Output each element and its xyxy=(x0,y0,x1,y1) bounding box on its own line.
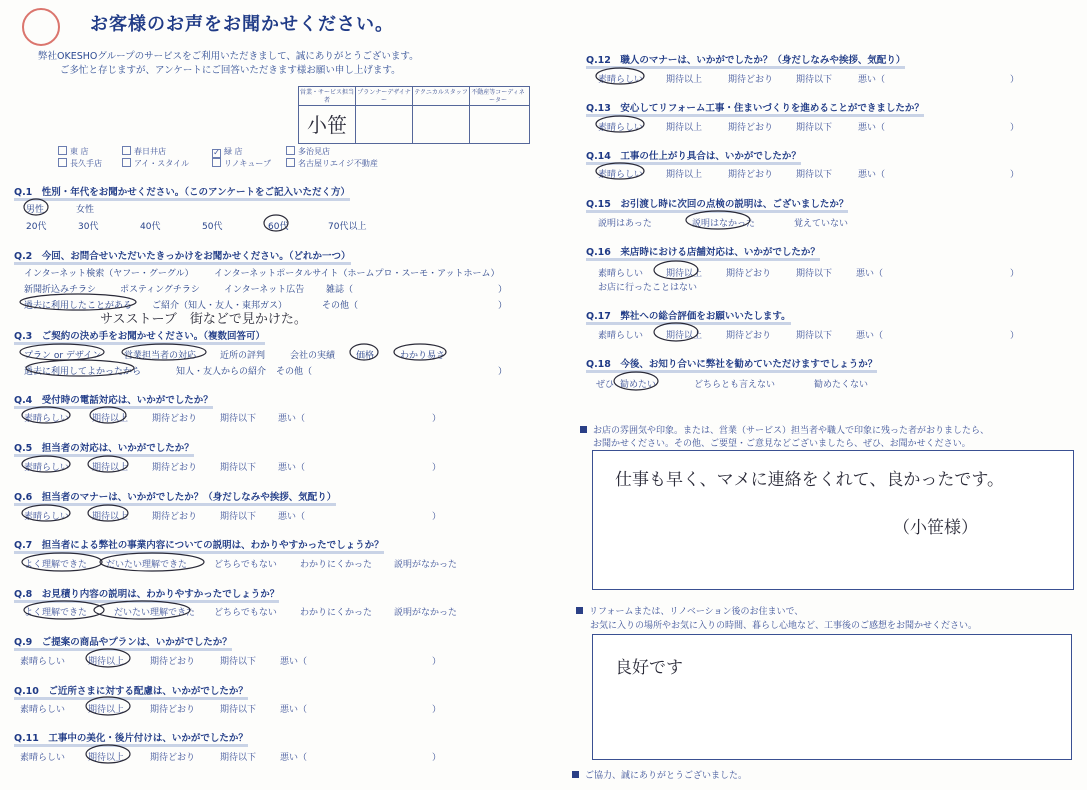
q2-handwritten-answer: サスストーブ 街などで見かけた。 xyxy=(100,312,307,327)
q13-opt-above[interactable]: 期待以上 xyxy=(666,123,703,133)
q9-opt-above[interactable]: 期待以上 xyxy=(88,657,125,667)
comment2-handwriting: 良好です xyxy=(615,658,683,678)
q7-opt-mostly[interactable]: だいたい理解できた xyxy=(106,560,188,570)
q17-opt-above[interactable]: 期待以上 xyxy=(666,331,703,341)
q6-opt-bad[interactable]: 悪い（ xyxy=(278,512,306,522)
q1-age-30s[interactable]: 30代 xyxy=(78,222,99,232)
q14-opt-asexpected[interactable]: 期待どおり xyxy=(728,170,774,180)
q8-opt-mostly[interactable]: だいたい理解できた xyxy=(114,608,196,618)
q3-opt-acquaintance[interactable]: 知人・友人からの紹介 xyxy=(176,367,267,377)
q15-opt-no[interactable]: 説明はなかった xyxy=(692,219,756,229)
q8-title: Q.8 お見積り内容の説明は、わかりやすかったでしょうか？ xyxy=(14,586,279,600)
q11-options xyxy=(20,750,441,763)
q4-opt-above[interactable]: 期待以上 xyxy=(92,414,129,424)
q13-title: Q.13 安心してリフォーム工事・住まいづくりを進めることができましたか？ xyxy=(586,100,924,114)
q3-opt-track-record[interactable]: 会社の実績 xyxy=(290,351,336,361)
q9-title: Q.9 ご提案の商品やプランは、いかがでしたか？ xyxy=(14,634,232,648)
q2-opt-web-ad[interactable]: インターネット広告 xyxy=(224,285,305,295)
staff-header-realestate: 不動産等コーディネーター xyxy=(471,89,525,104)
q12-options xyxy=(598,72,1019,85)
q3-title: Q.3 ご契約の決め手をお聞かせください。（複数回答可） xyxy=(14,328,265,342)
q2-opt-magazine[interactable]: 雑誌（ xyxy=(326,285,354,295)
q4-opt-bad[interactable]: 悪い（ xyxy=(278,414,306,424)
q4-opt-below[interactable]: 期待以下 xyxy=(220,414,257,424)
q14-opt-below[interactable]: 期待以下 xyxy=(796,170,833,180)
q13-opt-close: ） xyxy=(1010,123,1020,133)
comment1-prompt-2: お聞かせください。その他、ご要望・ご意見などございましたら、ぜひ、お聞かせください。 xyxy=(593,439,971,449)
store-checkbox-kasugai[interactable]: 春日井店 xyxy=(122,146,166,157)
q1-age-70s[interactable]: 70代以上 xyxy=(328,222,367,232)
q5-opt-close: ） xyxy=(432,463,442,473)
q18-opt-recommend[interactable]: 勧めたい xyxy=(620,380,657,390)
staff-header-technical: テクニカルスタッフ xyxy=(414,89,468,96)
store-checkbox-tajimi[interactable]: 多治見店 xyxy=(286,146,330,157)
q1-age-50s[interactable]: 50代 xyxy=(202,222,223,232)
q12-title: Q.12 職人のマナーは、いかがでしたか？（身だしなみや挨拶、気配り） xyxy=(586,52,905,66)
q16-opt-close: ） xyxy=(1010,269,1020,279)
q5-options xyxy=(24,460,441,473)
q9-opt-excellent[interactable]: 素晴らしい xyxy=(20,657,66,667)
q14-opt-excellent[interactable]: 素晴らしい xyxy=(598,170,644,180)
q6-title: Q.6 担当者のマナーは、いかがでしたか？（身だしなみや挨拶、気配り） xyxy=(14,489,336,503)
q5-opt-excellent[interactable]: 素晴らしい xyxy=(24,463,70,473)
q18-opt-neutral[interactable]: どちらとも言えない xyxy=(694,380,776,390)
q18-options xyxy=(596,377,868,390)
q1-age-40s[interactable]: 40代 xyxy=(140,222,161,232)
q11-opt-excellent[interactable]: 素晴らしい xyxy=(20,753,66,763)
q16-opt-above[interactable]: 期待以上 xyxy=(666,269,703,279)
page-title: お客様のお声をお聞かせください。 xyxy=(90,14,394,35)
comment1-handwriting-2: （小笹様） xyxy=(893,518,978,538)
q13-opt-bad[interactable]: 悪い（ xyxy=(858,123,886,133)
q4-options xyxy=(24,411,441,424)
q11-title: Q.11 工事中の美化・後片付けは、いかがでしたか？ xyxy=(14,730,248,744)
q4-title: Q.4 受付時の電話対応は、いかがでしたか？ xyxy=(14,392,213,406)
store-checkbox-higashi[interactable]: 東 店 xyxy=(58,146,89,157)
q7-opt-well[interactable]: よく理解できた xyxy=(24,560,88,570)
comment1-prompt-1: お店の雰囲気や印象。または、営業（サービス）担当者や職人で印象に残った者がおりましたら、 xyxy=(580,423,989,436)
q10-opt-close: ） xyxy=(432,705,442,715)
q17-opt-close: ） xyxy=(1010,331,1020,341)
comment2-textarea[interactable] xyxy=(592,634,1072,760)
q14-title: Q.14 工事の仕上がり具合は、いかがでしたか？ xyxy=(586,148,801,162)
q11-opt-asexpected[interactable]: 期待どおり xyxy=(150,753,196,763)
q12-opt-bad[interactable]: 悪い（ xyxy=(858,75,886,85)
q9-opt-close: ） xyxy=(432,657,442,667)
q8-opt-none[interactable]: 説明がなかった xyxy=(394,608,458,618)
q12-opt-close: ） xyxy=(1010,75,1020,85)
q1-age-20s[interactable]: 20代 xyxy=(26,222,47,232)
q12-opt-excellent[interactable]: 素晴らしい xyxy=(598,75,644,85)
q2-opt-referral[interactable]: ご紹介（知人・友人・東邦ガス） xyxy=(152,301,288,311)
q2-opt-portal[interactable]: インターネットポータルサイト（ホームプロ・スーモ・アットホーム） xyxy=(214,269,500,279)
q17-opt-excellent[interactable]: 素晴らしい xyxy=(598,331,644,341)
q2-title: Q.2 今回、お問合せいただいたきっかけをお聞かせください。（どれか一つ） xyxy=(14,248,351,262)
q16-opt-asexpected[interactable]: 期待どおり xyxy=(726,269,772,279)
q7-opt-neutral[interactable]: どちらでもない xyxy=(214,560,277,570)
q17-title: Q.17 弊社への総合評価をお願いいたします。 xyxy=(586,308,791,322)
q3-opt-reputation[interactable]: 近所の評判 xyxy=(220,351,266,361)
q15-options xyxy=(598,216,848,229)
store-checkbox-reage[interactable]: 名古屋リエイジ不動産 xyxy=(286,158,378,169)
q3-opt-other-close: ） xyxy=(498,367,508,377)
q6-options xyxy=(24,509,441,522)
store-checkbox-nagakute[interactable]: 長久手店 xyxy=(58,158,102,169)
q5-title: Q.5 担当者の対応は、いかがでしたか？ xyxy=(14,440,194,454)
q17-opt-asexpected[interactable]: 期待どおり xyxy=(726,331,772,341)
sales-staff-name: 小笹 xyxy=(307,113,347,137)
intro-line-2: ご多忙と存じますが、アンケートにご回答いただきます様お願い申し上げます。 xyxy=(60,65,401,76)
comment1-textarea[interactable] xyxy=(592,450,1074,590)
q5-opt-bad[interactable]: 悪い（ xyxy=(278,463,306,473)
q6-opt-close: ） xyxy=(432,512,442,522)
q16-opt-excellent[interactable]: 素晴らしい xyxy=(598,269,644,279)
q14-opt-close: ） xyxy=(1010,170,1020,180)
q16-options xyxy=(598,266,1019,279)
q1-age-60s[interactable]: 60代 xyxy=(268,222,289,232)
staff-header-planner: プランナーデザイナー xyxy=(357,89,411,104)
comment2-prompt-1: リフォームまたは、リノベーション後のお住まいで、 xyxy=(576,604,803,617)
q5-opt-asexpected[interactable]: 期待どおり xyxy=(152,463,198,473)
q7-title: Q.7 担当者による弊社の事業内容についての説明は、わかりやすかったでしょうか？ xyxy=(14,537,384,551)
staff-header-sales: 営業・サービス担当者 xyxy=(299,89,354,104)
q13-opt-excellent[interactable]: 素晴らしい xyxy=(598,123,644,133)
q18-title: Q.18 今後、お知り合いに弊社を勧めていただけますでしょうか？ xyxy=(586,356,877,370)
q13-opt-asexpected[interactable]: 期待どおり xyxy=(728,123,774,133)
q12-opt-asexpected[interactable]: 期待どおり xyxy=(728,75,774,85)
q17-options xyxy=(598,328,1019,341)
q11-opt-above[interactable]: 期待以上 xyxy=(88,753,125,763)
q1-title: Q.1 性別・年代をお聞かせください。（このアンケートをご記入いただく方） xyxy=(14,184,350,198)
q12-opt-below[interactable]: 期待以下 xyxy=(796,75,833,85)
q15-opt-unsure[interactable]: 覚えていない xyxy=(794,219,849,229)
q3-opt-price[interactable]: 価格 xyxy=(356,351,375,361)
q13-options xyxy=(598,120,1019,133)
q7-opt-none[interactable]: 説明がなかった xyxy=(394,560,458,570)
q2-opt-past-use[interactable]: 過去に利用したことがある xyxy=(24,301,133,311)
q17-opt-bad[interactable]: 悪い（ xyxy=(856,331,884,341)
q10-options xyxy=(20,702,441,715)
q13-opt-below[interactable]: 期待以下 xyxy=(796,123,833,133)
q11-opt-bad[interactable]: 悪い（ xyxy=(280,753,308,763)
q15-opt-yes[interactable]: 説明はあった xyxy=(598,219,652,229)
q6-opt-excellent[interactable]: 素晴らしい xyxy=(24,512,70,522)
q4-opt-close: ） xyxy=(432,414,442,424)
q2-opt-posting[interactable]: ポスティングチラシ xyxy=(120,285,200,295)
q10-opt-above[interactable]: 期待以上 xyxy=(88,705,125,715)
q14-options xyxy=(598,167,1019,180)
q9-opt-bad[interactable]: 悪い（ xyxy=(280,657,308,667)
q11-opt-below[interactable]: 期待以下 xyxy=(220,753,257,763)
q10-title: Q.10 ご近所さまに対する配慮は、いかがでしたか？ xyxy=(14,683,248,697)
q8-opt-well[interactable]: よく理解できた xyxy=(24,608,88,618)
comment2-prompt-2: お気に入りの場所やお気に入りの時間、暮らし心地など、工事後のご感想をお聞かせください。 xyxy=(590,621,978,631)
q17-opt-below[interactable]: 期待以下 xyxy=(796,331,833,341)
q2-opt-search[interactable]: インターネット検索（ヤフー・グーグル） xyxy=(24,269,194,279)
q16-opt-below[interactable]: 期待以下 xyxy=(796,269,833,279)
staff-table xyxy=(298,86,530,144)
q12-opt-above[interactable]: 期待以上 xyxy=(666,75,703,85)
q10-opt-asexpected[interactable]: 期待どおり xyxy=(150,705,196,715)
q14-opt-bad[interactable]: 悪い（ xyxy=(858,170,886,180)
q4-opt-excellent[interactable]: 素晴らしい xyxy=(24,414,70,424)
store-checkbox-midori[interactable]: ✓ 緑 店 xyxy=(213,147,243,157)
q2-opt-newspaper[interactable]: 新聞折込みチラシ xyxy=(24,285,97,295)
q8-options xyxy=(24,605,457,618)
q2-opt-magazine-close: ） xyxy=(498,285,508,295)
q10-opt-below[interactable]: 期待以下 xyxy=(220,705,257,715)
comment1-handwriting-1: 仕事も早く、マメに連絡をくれて、良かったです。 xyxy=(615,470,1004,490)
q9-opt-below[interactable]: 期待以下 xyxy=(220,657,257,667)
q1-gender-male[interactable]: 男性 xyxy=(26,205,45,215)
q8-opt-neutral[interactable]: どちらでもない xyxy=(214,608,277,618)
q16-opt-never-visited[interactable]: お店に行ったことはない xyxy=(598,283,698,293)
company-seal xyxy=(22,8,60,46)
q9-opt-asexpected[interactable]: 期待どおり xyxy=(150,657,196,667)
q5-opt-below[interactable]: 期待以下 xyxy=(220,463,257,473)
q3-opt-clarity[interactable]: わかり易さ xyxy=(400,351,446,361)
q6-opt-above[interactable]: 期待以上 xyxy=(92,512,129,522)
q7-opt-unclear[interactable]: わかりにくかった xyxy=(300,560,373,570)
footer-thanks: ご協力、誠にありがとうございました。 xyxy=(572,768,747,781)
store-checkbox-istyle[interactable]: アイ・スタイル xyxy=(122,158,189,169)
q3-opt-plan[interactable]: プラン or デザイン xyxy=(24,351,102,361)
q10-opt-excellent[interactable]: 素晴らしい xyxy=(20,705,66,715)
q1-gender-female[interactable]: 女性 xyxy=(76,205,95,215)
q14-opt-above[interactable]: 期待以上 xyxy=(666,170,703,180)
q16-opt-bad[interactable]: 悪い（ xyxy=(856,269,884,279)
q11-opt-close: ） xyxy=(432,753,442,763)
q2-opt-other[interactable]: その他（ xyxy=(322,301,359,311)
q6-opt-below[interactable]: 期待以下 xyxy=(220,512,257,522)
q15-title: Q.15 お引渡し時に次回の点検の説明は、ございましたか？ xyxy=(586,196,848,210)
q8-opt-unclear[interactable]: わかりにくかった xyxy=(300,608,373,618)
q3-opt-other[interactable]: その他（ xyxy=(276,367,313,377)
q18-opt-definitely[interactable]: ぜひ xyxy=(596,380,615,390)
q4-opt-asexpected[interactable]: 期待どおり xyxy=(152,414,198,424)
q16-title: Q.16 来店時における店舗対応は、いかがでしたか？ xyxy=(586,244,820,258)
q5-opt-above[interactable]: 期待以上 xyxy=(92,463,129,473)
q18-opt-not-recommend[interactable]: 勧めたくない xyxy=(814,380,869,390)
q6-opt-asexpected[interactable]: 期待どおり xyxy=(152,512,198,522)
q9-options xyxy=(20,654,441,667)
q10-opt-bad[interactable]: 悪い（ xyxy=(280,705,308,715)
q3-opt-past-good[interactable]: 過去に利用してよかったから xyxy=(24,367,142,377)
store-checkbox-renocube[interactable]: リノキューブ xyxy=(212,158,271,169)
q2-opt-other-close: ） xyxy=(498,301,508,311)
q7-options xyxy=(24,557,457,570)
intro-line-1: 弊社OKESHOグループのサービスをご利用いただきまして、誠にありがとうございます。 xyxy=(38,51,419,62)
q3-opt-sales[interactable]: 営業担当者の対応 xyxy=(124,351,197,361)
